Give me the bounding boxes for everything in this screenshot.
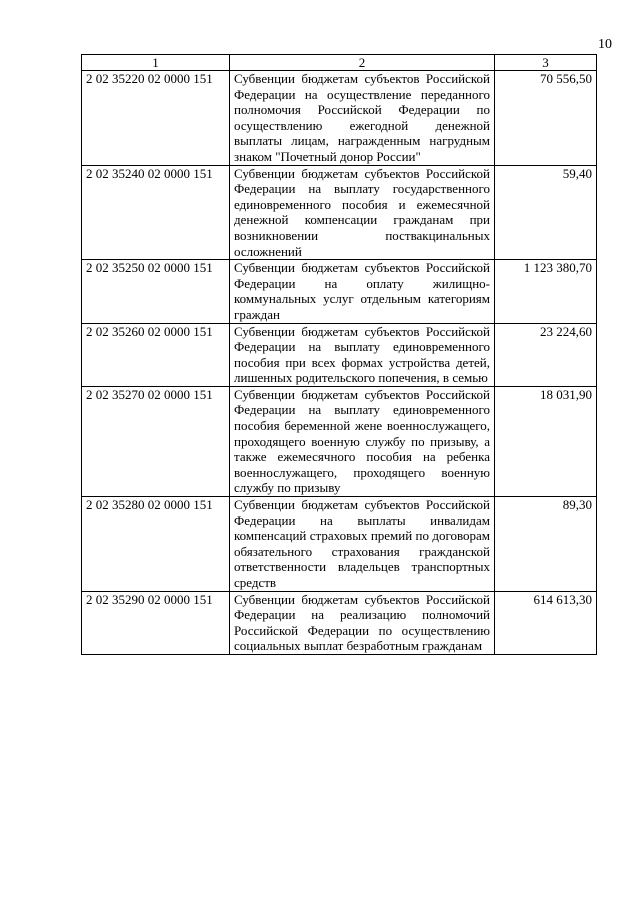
table-header-row bbox=[82, 55, 597, 71]
budget-amount: 18 031,90 bbox=[495, 386, 597, 496]
column-header-3: 3 bbox=[495, 55, 597, 71]
budget-description: Субвенции бюджетам субъектов Российской Федерации на реализацию полномочий Российской Федерации по осуществлению социальных выплат безработным гражданам bbox=[230, 591, 495, 654]
budget-description: Субвенции бюджетам субъектов Российской Федерации на выплату единовременного пособия при всех формах устройства детей, лишенных родительского попечения, в семью bbox=[230, 323, 495, 386]
budget-code: 2 02 35290 02 0000 151 bbox=[82, 591, 230, 654]
table-row bbox=[82, 71, 597, 166]
budget-code: 2 02 35240 02 0000 151 bbox=[82, 165, 230, 260]
column-header-1: 1 bbox=[82, 55, 230, 71]
budget-code: 2 02 35280 02 0000 151 bbox=[82, 497, 230, 592]
budget-description: Субвенции бюджетам субъектов Российской Федерации на оплату жилищно-коммунальных услуг отдельным категориям граждан bbox=[230, 260, 495, 323]
budget-code: 2 02 35220 02 0000 151 bbox=[82, 71, 230, 166]
budget-description: Субвенции бюджетам субъектов Российской Федерации на выплату государственного единовременного пособия и ежемесячной денежной компенсации гражданам при возникновении поствакцинальных осложнений bbox=[230, 165, 495, 260]
budget-amount: 70 556,50 bbox=[495, 71, 597, 166]
budget-code: 2 02 35260 02 0000 151 bbox=[82, 323, 230, 386]
budget-description: Субвенции бюджетам субъектов Российской Федерации на выплату единовременного пособия беременной жене военнослужащего, проходящего военную службу по призыву, а также ежемесячного пособия на ребенка военнослужащего, проходящего военную службу по призыву bbox=[230, 386, 495, 496]
table-row bbox=[82, 386, 597, 496]
column-header-2: 2 bbox=[230, 55, 495, 71]
table-row bbox=[82, 260, 597, 323]
budget-amount: 1 123 380,70 bbox=[495, 260, 597, 323]
table-row bbox=[82, 591, 597, 654]
budget-description: Субвенции бюджетам субъектов Российской Федерации на осуществление переданного полномочия Российской Федерации по осуществлению ежегодной денежной выплаты лицам, награжденным нагрудным знаком "Почетный донор России" bbox=[230, 71, 495, 166]
table-row bbox=[82, 497, 597, 592]
page-number: 10 bbox=[598, 37, 612, 52]
table-row bbox=[82, 323, 597, 386]
budget-code: 2 02 35250 02 0000 151 bbox=[82, 260, 230, 323]
table-row bbox=[82, 165, 597, 260]
budget-code: 2 02 35270 02 0000 151 bbox=[82, 386, 230, 496]
budget-amount: 59,40 bbox=[495, 165, 597, 260]
budget-amount: 89,30 bbox=[495, 497, 597, 592]
budget-description: Субвенции бюджетам субъектов Российской Федерации на выплаты инвалидам компенсаций страховых премий по договорам обязательного страхования гражданской ответственности владельцев транспортных средств bbox=[230, 497, 495, 592]
budget-amount: 614 613,30 bbox=[495, 591, 597, 654]
budget-amount: 23 224,60 bbox=[495, 323, 597, 386]
budget-table bbox=[81, 54, 597, 655]
